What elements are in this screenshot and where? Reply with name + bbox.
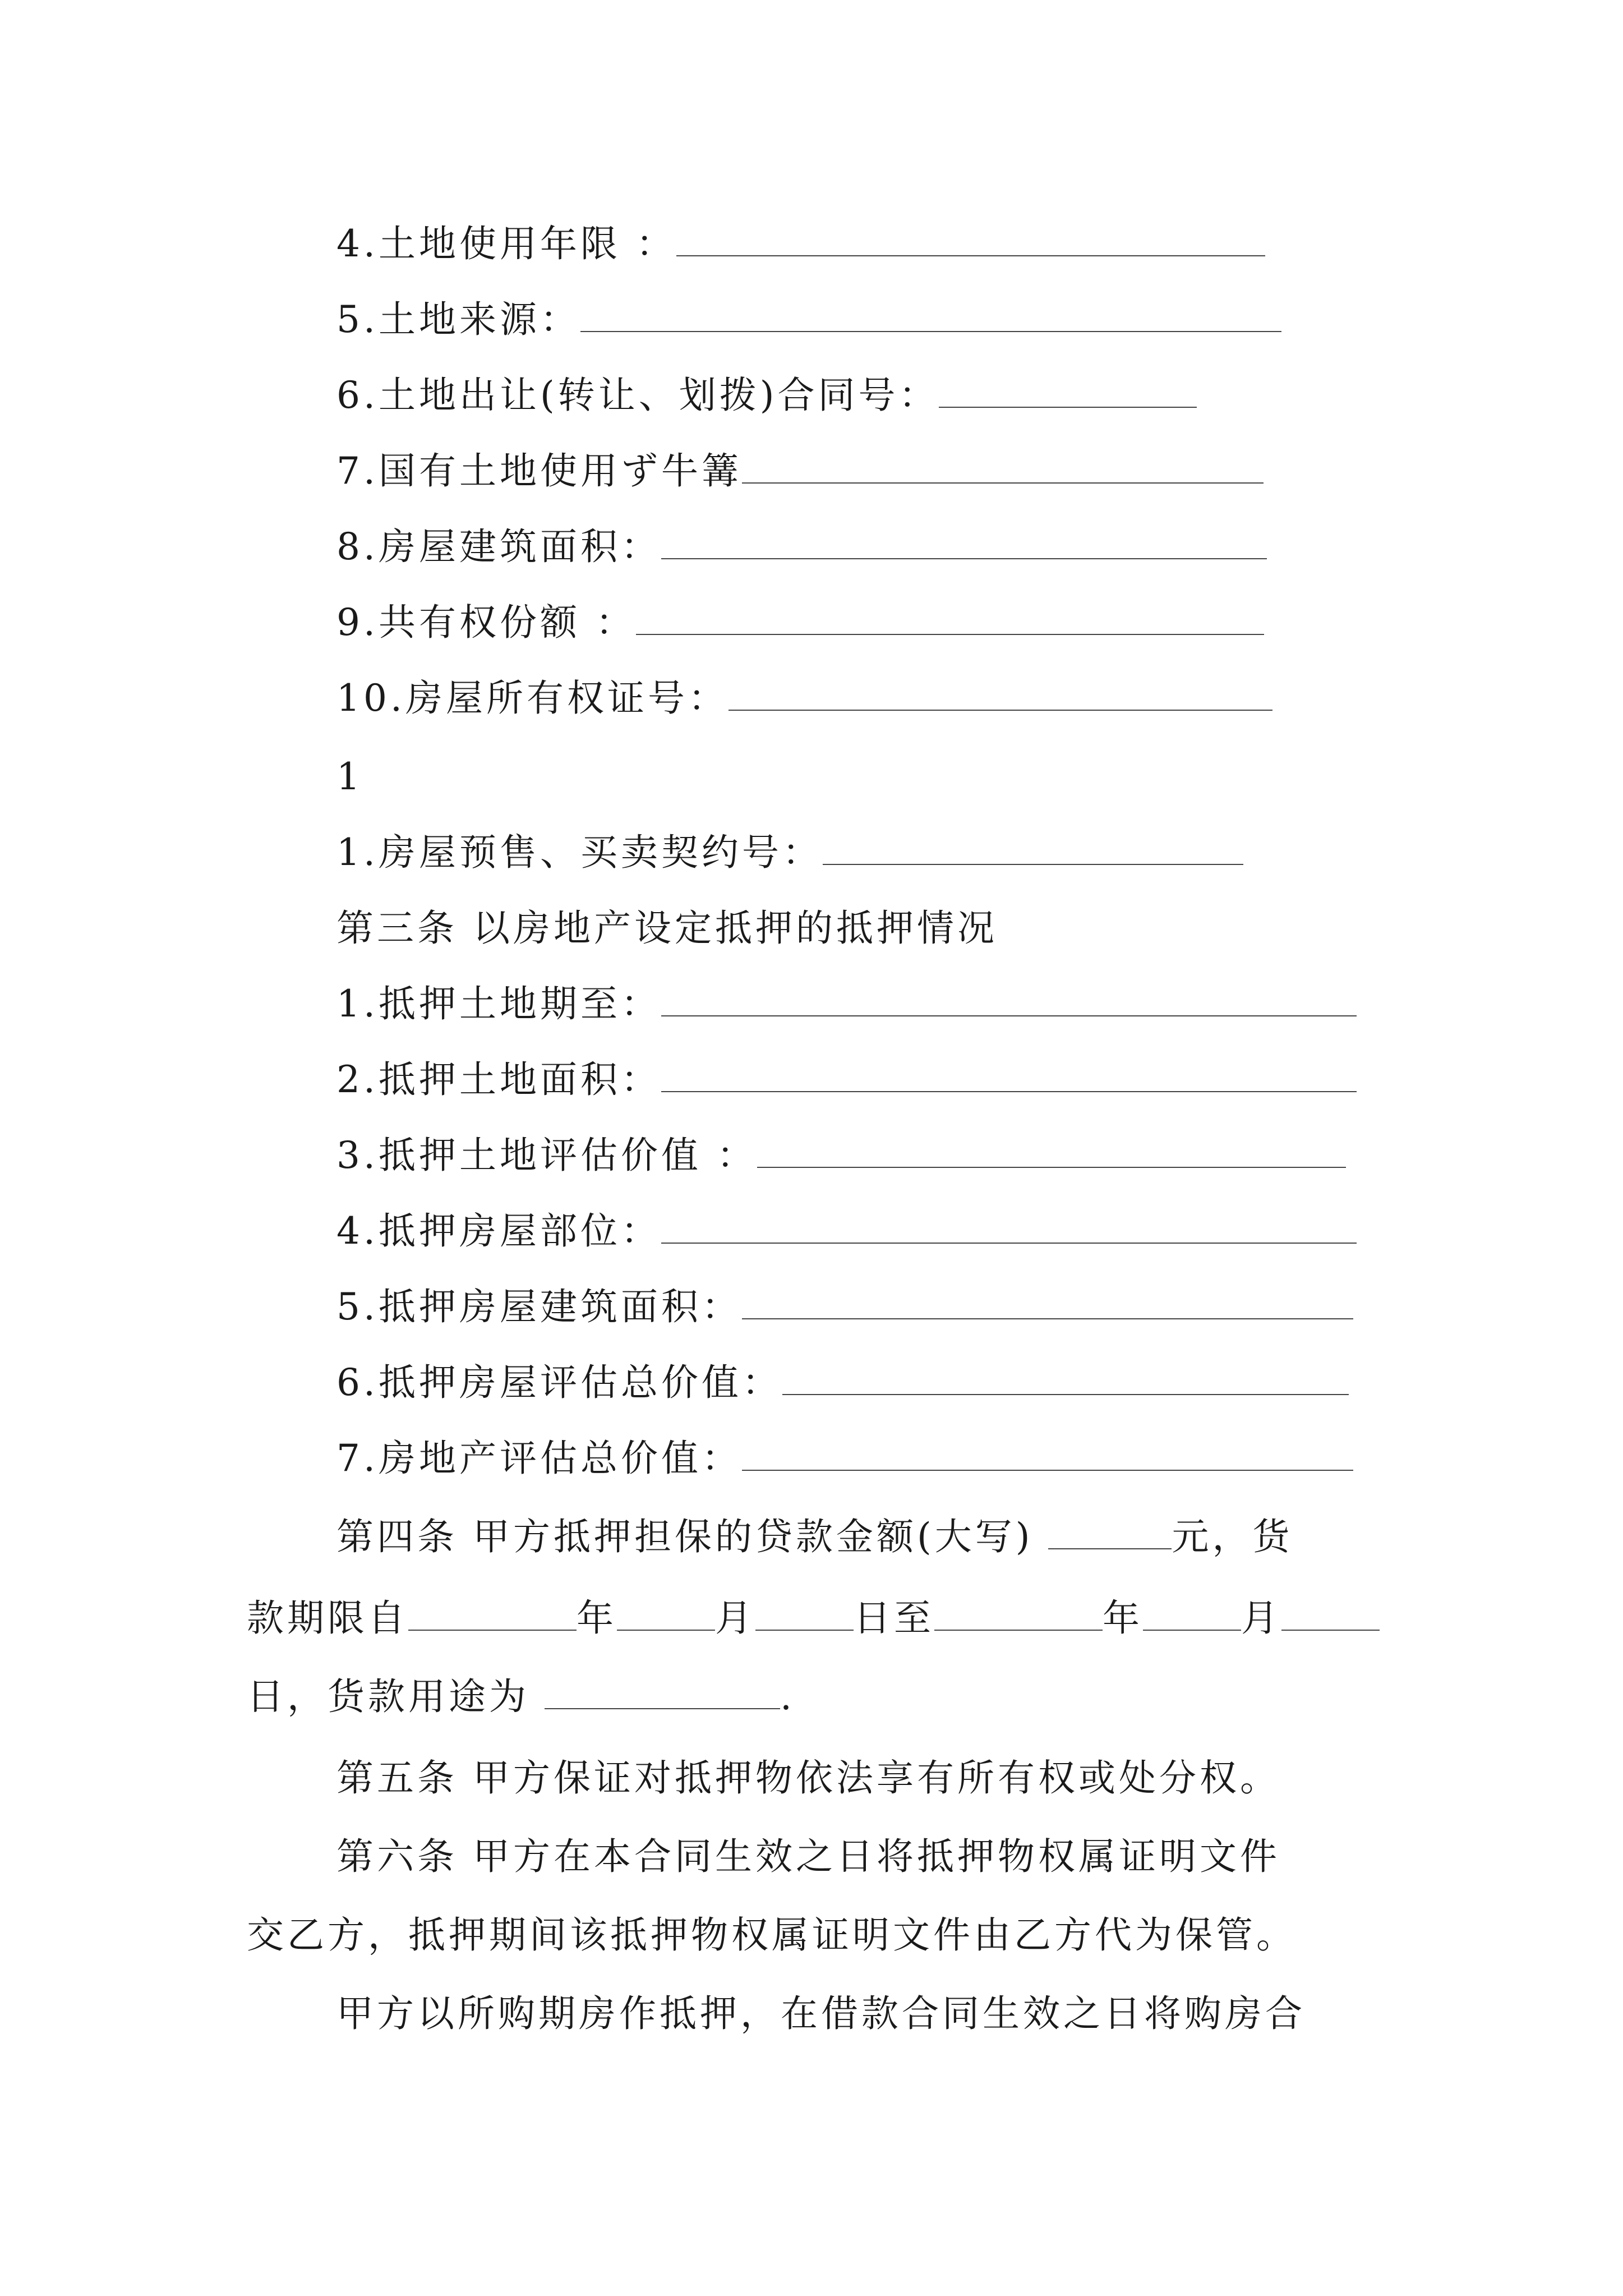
end-month-blank [1143, 1596, 1241, 1631]
loan-purpose-text: 日，货款用途为 [247, 1675, 545, 1718]
mortgage-land-value-line [336, 1130, 1346, 1181]
yuan-text: 元，货 [1172, 1515, 1293, 1558]
ownership-cert-no-line [336, 673, 1272, 724]
mortgage-land-term-blank [661, 982, 1357, 1016]
presale-contract-no-blank [823, 830, 1243, 865]
building-area-line [336, 522, 1267, 572]
property-total-value-label: 7.房地产评估总价值： [336, 1437, 742, 1480]
article-six-text-3: 甲方以所购期房作抵押，在借款合同生效之日将购房合 [336, 1992, 1306, 2035]
mortgage-house-part-line [336, 1206, 1357, 1257]
article-four-line-3 [247, 1672, 795, 1722]
article-five-line [336, 1753, 1280, 1803]
mortgage-land-term-line [336, 979, 1357, 1029]
article-five-text: 第五条 甲方保证对抵押物依法享有所有权或处分权。 [336, 1756, 1280, 1800]
mortgage-house-part-label: 4.抵押房屋部位： [336, 1209, 661, 1253]
end-year-label: 年 [1103, 1596, 1143, 1640]
period-mark: . [780, 1675, 795, 1718]
end-day-blank [1281, 1596, 1380, 1631]
start-year-label: 年 [577, 1596, 617, 1640]
co-ownership-share-label: 9.共有权份额 ： [336, 601, 636, 644]
state-land-use-label: 7.国有土地使用ず牛篝 [336, 449, 742, 493]
start-month-label: 月 [715, 1596, 755, 1640]
mortgage-house-value-line [336, 1358, 1349, 1408]
article-three-heading [336, 903, 998, 954]
article-four-line-1 [336, 1512, 1293, 1562]
land-use-term-label: 4.土地使用年限 ： [336, 222, 676, 265]
mortgage-land-area-line [336, 1055, 1357, 1105]
mortgage-land-value-blank [757, 1133, 1346, 1168]
land-use-term-line [336, 219, 1265, 269]
state-land-use-blank [742, 449, 1264, 484]
land-source-blank [580, 297, 1281, 332]
loan-amount-blank [1048, 1515, 1172, 1549]
article-three-text: 第三条 以房地产设定抵押的抵押情况 [336, 907, 998, 950]
land-source-line [336, 295, 1281, 345]
land-contract-no-blank [939, 373, 1197, 408]
building-area-blank [661, 524, 1267, 559]
presale-contract-no-label: 1.房屋预售、买卖契约号： [336, 831, 823, 874]
page-number: 1 [336, 755, 363, 798]
end-year-blank [934, 1596, 1103, 1631]
property-total-value-blank [742, 1436, 1353, 1471]
mortgage-house-area-line [336, 1282, 1353, 1332]
land-use-term-blank [676, 222, 1265, 256]
loan-purpose-blank [545, 1674, 780, 1709]
land-source-label: 5.土地来源： [336, 298, 580, 341]
mortgage-house-area-blank [742, 1285, 1353, 1319]
co-ownership-share-blank [636, 600, 1264, 635]
article-four-text: 第四条 甲方抵押担保的贷款金额(大写) [336, 1515, 1049, 1558]
ownership-cert-no-blank [728, 676, 1272, 711]
mortgage-house-area-label: 5.抵押房屋建筑面积： [336, 1285, 742, 1328]
presale-contract-no-line [336, 827, 1243, 878]
start-day-to-label: 日至 [854, 1596, 934, 1640]
article-six-line-1 [336, 1832, 1280, 1882]
co-ownership-share-line [336, 597, 1264, 648]
page-number-line [336, 752, 363, 802]
loan-term-from-text: 款期限自 [247, 1596, 408, 1640]
start-month-blank [617, 1596, 715, 1631]
land-contract-no-label: 6.土地出让(转让、划拨)合同号： [336, 374, 939, 417]
start-day-blank [755, 1596, 854, 1631]
building-area-label: 8.房屋建筑面积： [336, 525, 661, 568]
mortgage-house-value-label: 6.抵押房屋评估总价值： [336, 1361, 782, 1404]
article-six-line-3 [336, 1989, 1306, 2039]
land-contract-no-line [336, 370, 1197, 421]
end-month-label: 月 [1241, 1596, 1281, 1640]
mortgage-land-term-label: 1.抵押土地期至： [336, 982, 661, 1025]
mortgage-land-area-label: 2.抵押土地面积： [336, 1058, 661, 1101]
ownership-cert-no-label: 10.房屋所有权证号： [336, 677, 728, 720]
mortgage-land-value-label: 3.抵押土地评估价值 ： [336, 1134, 757, 1177]
mortgage-house-value-blank [782, 1360, 1349, 1395]
state-land-use-line [336, 446, 1264, 496]
mortgage-house-part-blank [661, 1209, 1357, 1244]
property-total-value-line [336, 1433, 1353, 1484]
article-six-text-1: 第六条 甲方在本合同生效之日将抵押物权属证明文件 [336, 1835, 1280, 1878]
article-four-line-2 [247, 1593, 1380, 1644]
article-six-line-2 [247, 1910, 1297, 1961]
start-year-blank [408, 1596, 577, 1631]
article-six-text-2: 交乙方，抵押期间该抵押物权属证明文件由乙方代为保管。 [247, 1913, 1297, 1957]
mortgage-land-area-blank [661, 1057, 1357, 1092]
